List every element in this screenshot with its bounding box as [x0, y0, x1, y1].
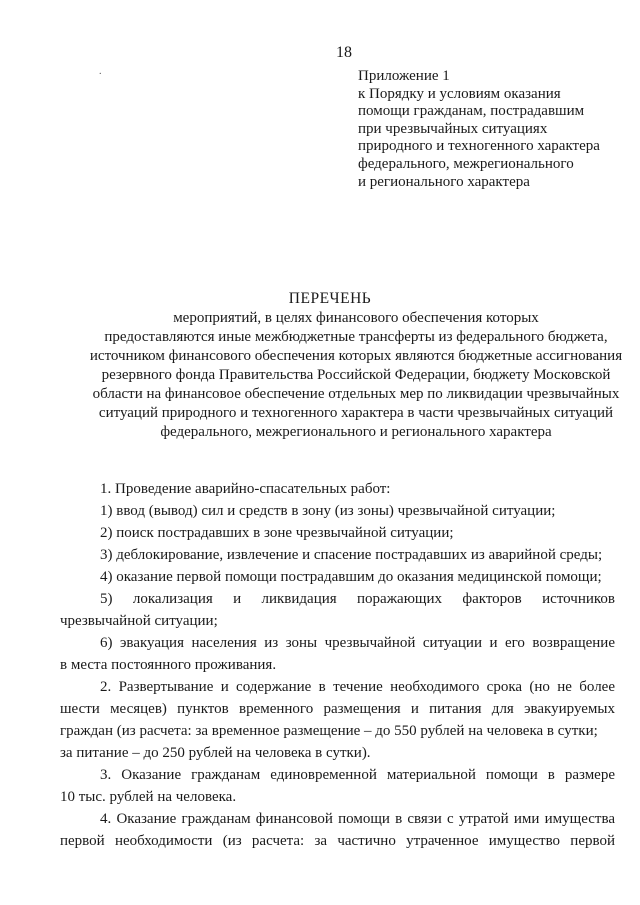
body-line: граждан (из расчета: за временное размещение – до 550 рублей на человека в сутки;	[60, 723, 598, 739]
subtitle-line: резервного фонда Правительства Российской Федерации, бюджету Московской	[101, 367, 611, 383]
subtitle-line: федерального, межрегионального и регионального характера	[160, 424, 552, 440]
subtitle-line: источником финансового обеспечения которых являются бюджетные ассигнования	[89, 348, 623, 364]
body-line: в места постоянного проживания.	[60, 657, 277, 673]
body-line: 2. Развертывание и содержание в течение необходимого срока (но не более	[100, 679, 615, 695]
appendix-block	[358, 68, 628, 191]
appendix-line: Приложение 1	[358, 68, 450, 84]
body-line: 5) локализация и ликвидация поражающих факторов источников	[100, 591, 615, 607]
body-line: первой необходимости (из расчета: за частично утраченное имущество первой	[60, 833, 615, 849]
document-subtitle	[60, 309, 640, 442]
body-line: 4) оказание первой помощи пострадавшим до оказания медицинской помощи;	[100, 569, 602, 585]
body-line: 6) эвакуация населения из зоны чрезвычайной ситуации и его возвращение	[100, 635, 615, 651]
subtitle-line: предоставляются иные межбюджетные трансферты из федерального бюджета,	[104, 329, 608, 345]
appendix-line: при чрезвычайных ситуациях	[358, 120, 548, 137]
body-line: 2) поиск пострадавших в зоне чрезвычайной ситуации;	[100, 525, 454, 541]
appendix-line: к Порядку и условиям оказания	[358, 85, 561, 102]
scan-dot: .	[99, 66, 102, 77]
document-body	[60, 478, 615, 852]
subtitle-line: области на финансовое обеспечение отдельных мер по ликвидации чрезвычайных	[92, 386, 620, 402]
appendix-line: федерального, межрегионального	[358, 155, 574, 172]
body-line: 10 тыс. рублей на человека.	[60, 789, 237, 805]
page-number: 18	[336, 44, 352, 61]
appendix-line: и регионального характера	[358, 173, 530, 190]
subtitle-line: ситуаций природного и техногенного характера в части чрезвычайных ситуаций	[98, 405, 614, 421]
body-line: шести месяцев) пунктов временного размещения и питания для эвакуируемых	[60, 701, 615, 717]
appendix-line: природного и техногенного характера	[358, 138, 600, 155]
body-line: 1) ввод (вывод) сил и средств в зону (из зоны) чрезвычайной ситуации;	[100, 503, 556, 519]
body-line: 3. Оказание гражданам единовременной материальной помощи в размере	[100, 767, 615, 783]
body-line: 3) деблокирование, извлечение и спасение пострадавших из аварийной среды;	[100, 547, 603, 563]
subtitle-line: мероприятий, в целях финансового обеспечения которых	[173, 310, 539, 326]
body-line: за питание – до 250 рублей на человека в сутки).	[60, 745, 371, 761]
body-line: 1. Проведение аварийно-спасательных работ:	[100, 481, 391, 497]
appendix-line: помощи гражданам, пострадавшим	[358, 103, 585, 120]
document-title: ПЕРЕЧЕНЬ	[288, 290, 372, 307]
body-line: 4. Оказание гражданам финансовой помощи в связи с утратой ими имущества	[100, 811, 615, 827]
body-line: чрезвычайной ситуации;	[60, 613, 218, 629]
